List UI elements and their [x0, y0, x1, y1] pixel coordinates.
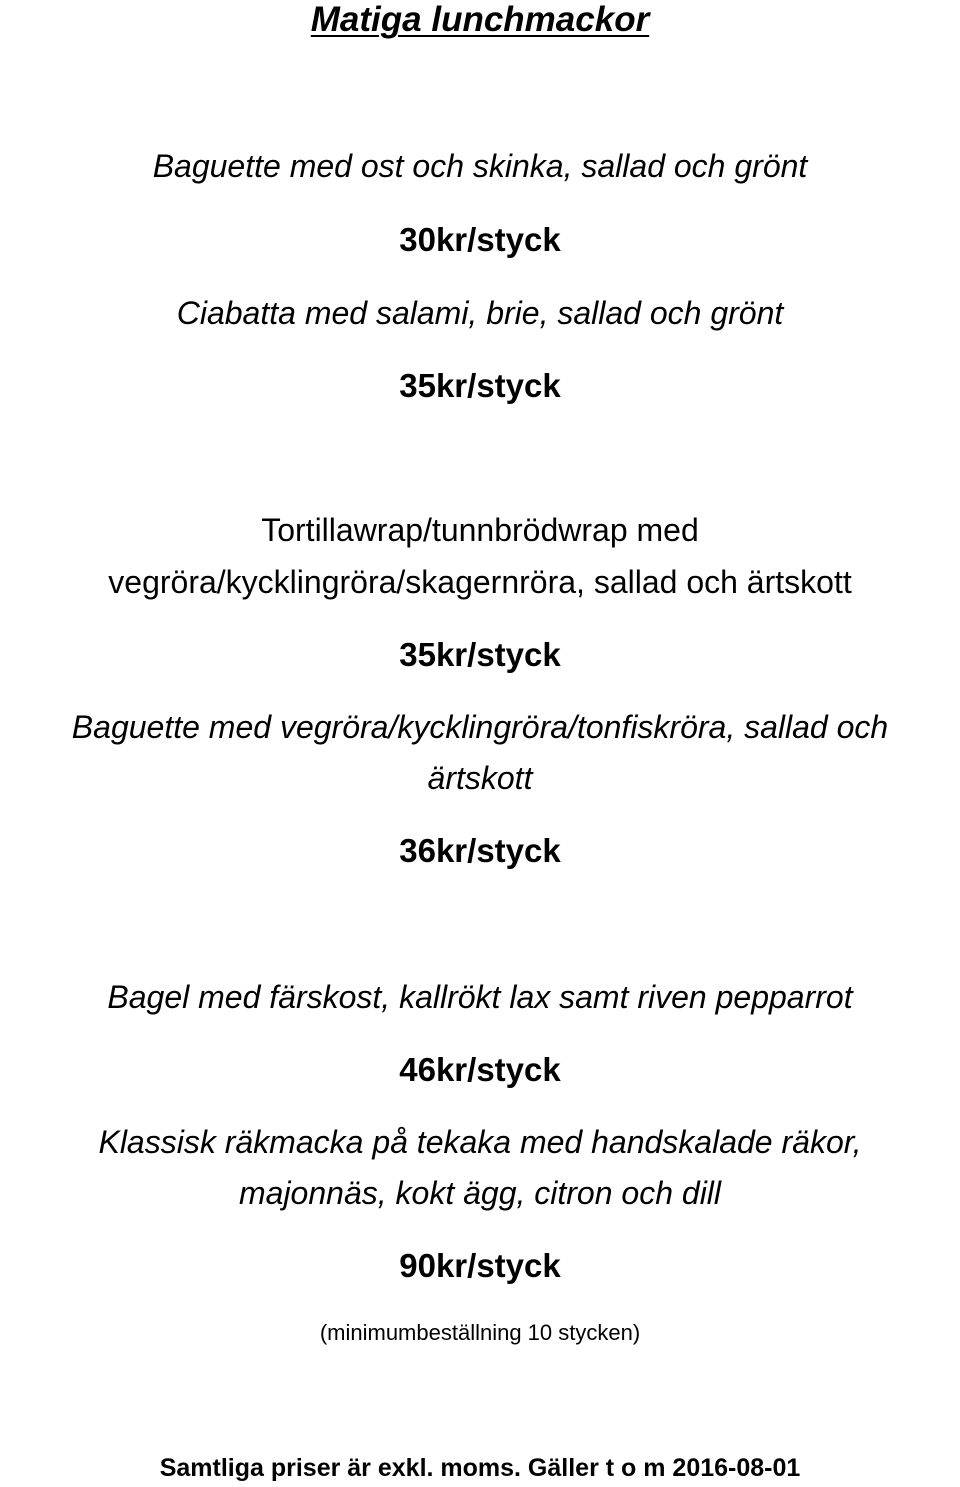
menu-item-note: (minimumbeställning 10 stycken) [319, 1320, 641, 1345]
menu-item-description: Klassisk räkmacka på tekaka med handskalade räkor, [98, 1124, 862, 1160]
menu-item-description: Ciabatta med salami, brie, sallad och grönt [176, 295, 784, 331]
menu-item-price: 90kr/styck [399, 1247, 561, 1284]
menu-item-price: 30kr/styck [399, 221, 561, 258]
menu-item-description: ärtskott [427, 760, 533, 796]
menu-item-price: 36kr/styck [399, 832, 561, 869]
menu-item-description: majonnäs, kokt ägg, citron och dill [238, 1175, 722, 1211]
menu-item-description: vegröra/kycklingröra/skagernröra, sallad och ärtskott [108, 564, 852, 600]
price-footer: Samtliga priser är exkl. moms. Gäller t o m 2016-08-01 [159, 1454, 801, 1482]
menu-item-price: 46kr/styck [399, 1051, 561, 1088]
menu-item-description: Bagel med färskost, kallrökt lax samt riven pepparrot [107, 979, 853, 1015]
menu-title: Matiga lunchmackor [310, 0, 650, 39]
menu-item-description: Baguette med vegröra/kycklingröra/tonfiskröra, sallad och [71, 709, 889, 745]
menu-item-description: Tortillawrap/tunnbrödwrap med [261, 512, 699, 548]
menu-item-price: 35kr/styck [399, 636, 561, 673]
menu-item-price: 35kr/styck [399, 367, 561, 404]
menu-item-description: Baguette med ost och skinka, sallad och grönt [152, 148, 808, 184]
